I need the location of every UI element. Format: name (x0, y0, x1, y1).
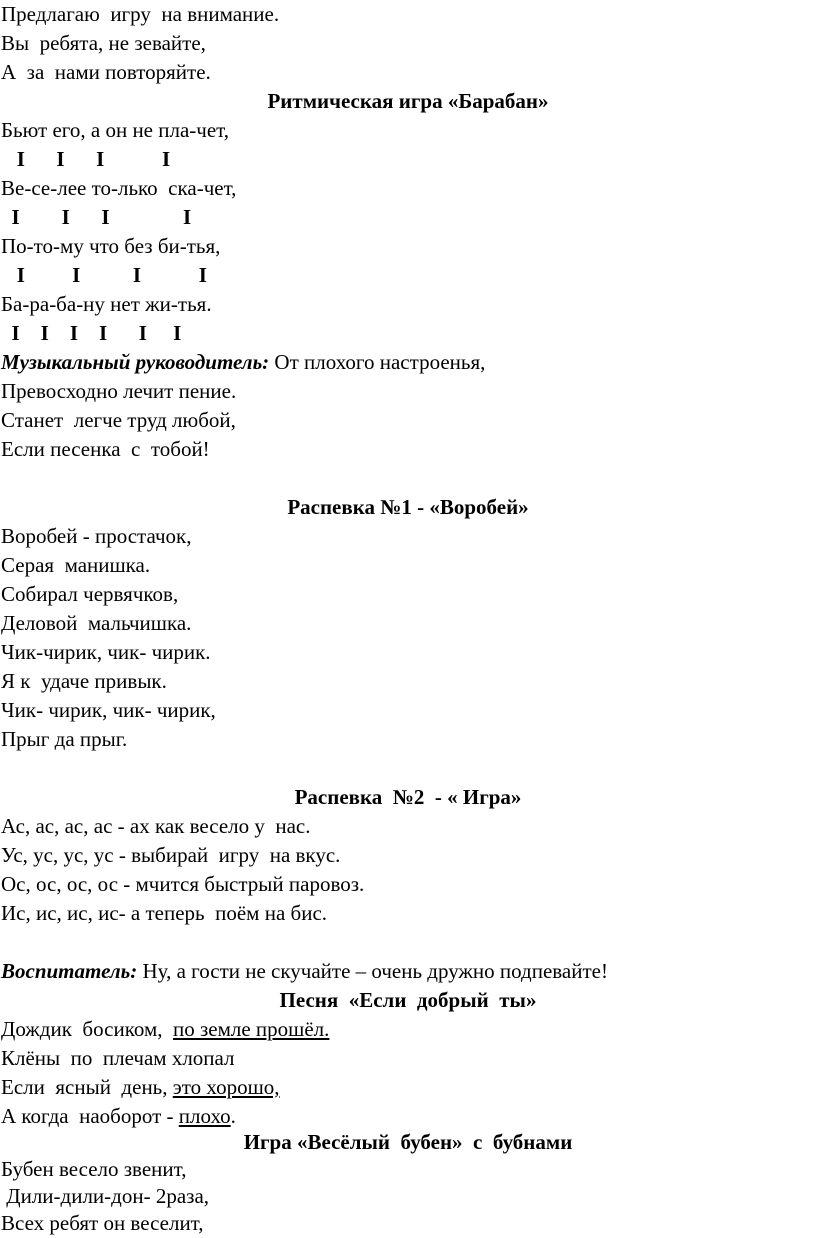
drum-lyric-line: Ве-се-лее то-лько ска-чет, (1, 176, 237, 200)
song-text: Дождик босиком, (1, 1017, 173, 1041)
speaker-role: Музыкальный руководитель: (1, 350, 270, 374)
song-title: Песня «Если добрый ты» (279, 988, 537, 1012)
speech-text: Ну, а гости не скучайте – очень дружно подпевайте! (137, 959, 608, 983)
warmup1-line: Серая манишка. (1, 553, 151, 577)
song-line (1, 1102, 236, 1131)
song-text: . (230, 1104, 236, 1128)
rhythm-marks: I I I I (1, 205, 192, 229)
intro-line: Предлагаю игру на внимание. (1, 2, 280, 26)
song-text: Если ясный день, (1, 1075, 173, 1099)
tambourine-game-title: Игра «Весёлый бубен» с бубнами (243, 1130, 573, 1154)
warmup2-line: Ис, ис, ис, ис- а теперь поём на бис. (1, 901, 328, 925)
rhythm-marks: I I I I (1, 147, 171, 171)
song-line: Клёны по плечам хлопал (1, 1046, 235, 1070)
song-line (1, 1015, 329, 1044)
warmup1-line: Собирал червячков, (1, 582, 179, 606)
tambourine-line: Бубен весело звенит, (1, 1157, 187, 1181)
music-director-line: Станет легче труд любой, (1, 408, 236, 432)
song-line (1, 1073, 280, 1102)
song-text-underlined: плохо (178, 1104, 231, 1128)
rhythm-marks: I I I I (1, 263, 207, 287)
song-text-underlined: это хорошо, (172, 1075, 280, 1099)
tambourine-line: Всех ребят он веселит, (1, 1211, 204, 1235)
warmup1-title: Распевка №1 - «Воробей» (287, 495, 529, 519)
teacher-line (1, 957, 608, 986)
speech-text: От плохого настроенья, (269, 350, 486, 374)
warmup1-line: Деловой мальчишка. (1, 611, 192, 635)
warmup1-line: Чик-чирик, чик- чирик. (1, 640, 211, 664)
rhythm-marks: I I I I I I (1, 321, 182, 345)
drum-lyric-line: По-то-му что без би-тья, (1, 234, 221, 258)
music-director-line: Если песенка с тобой! (1, 437, 210, 461)
song-text-underlined: по земле прошёл. (172, 1017, 330, 1041)
warmup1-line: Я к удаче привык. (1, 669, 167, 693)
intro-line: Вы ребята, не зевайте, (1, 31, 206, 55)
music-director-line (1, 348, 485, 377)
song-text: А когда наоборот - (1, 1104, 179, 1128)
warmup2-line: Ос, ос, ос, ос - мчится быстрый паровоз. (1, 872, 365, 896)
warmup1-line: Чик- чирик, чик- чирик, (1, 698, 216, 722)
warmup2-title: Распевка №2 - « Игра» (294, 785, 522, 809)
music-director-line: Превосходно лечит пение. (1, 379, 237, 403)
warmup1-line: Прыг да прыг. (1, 727, 128, 751)
drum-game-title: Ритмическая игра «Барабан» (267, 89, 549, 113)
warmup2-line: Ас, ас, ас, ас - ах как весело у нас. (1, 814, 311, 838)
intro-line: А за нами повторяйте. (1, 60, 211, 84)
warmup2-line: Ус, ус, ус, ус - выбирай игру на вкус. (1, 843, 341, 867)
speaker-role: Воспитатель: (1, 959, 138, 983)
warmup1-line: Воробей - простачок, (1, 524, 192, 548)
tambourine-line: Дили-дили-дон- 2раза, (1, 1184, 210, 1208)
drum-lyric-line: Ба-ра-ба-ну нет жи-тья. (1, 292, 212, 316)
drum-lyric-line: Бьют его, а он не пла-чет, (1, 118, 230, 142)
